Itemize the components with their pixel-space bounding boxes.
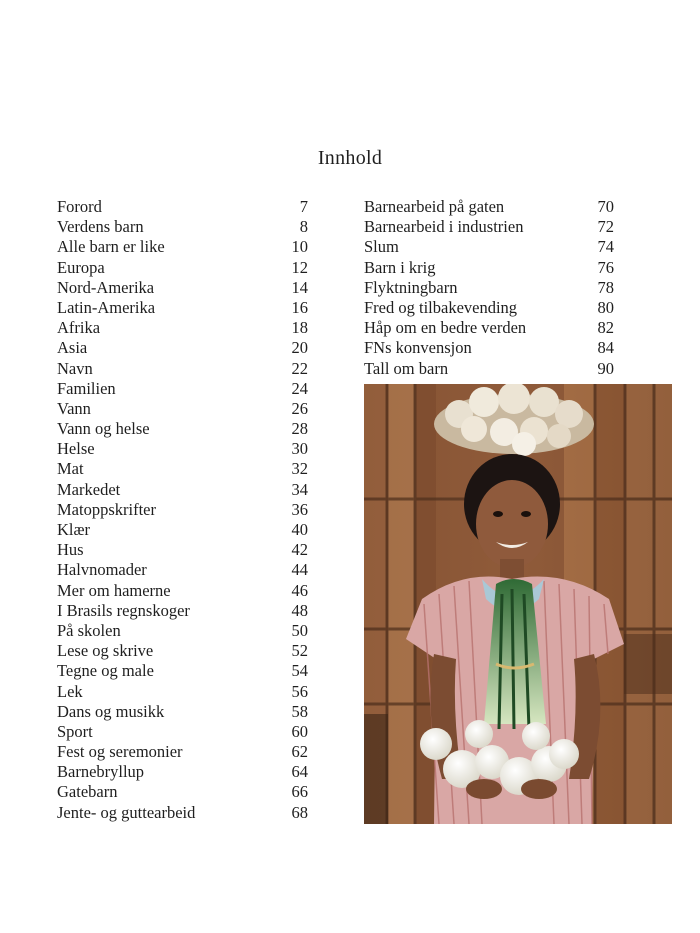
toc-entry — [57, 782, 308, 802]
toc-entry — [57, 480, 308, 500]
toc-entry-title: Vann — [57, 398, 91, 418]
toc-entry-title: Fred og tilbakevending — [364, 297, 518, 317]
toc-entry-page: 90 — [597, 358, 614, 378]
toc-entry-title: FNs konvensjon — [364, 338, 472, 358]
toc-entry-page: 18 — [291, 318, 308, 338]
toc-entry-page: 36 — [291, 499, 308, 519]
toc-entry — [57, 641, 308, 661]
toc-entry-title: På skolen — [57, 620, 121, 640]
toc-entry-title: Gatebarn — [57, 782, 118, 802]
toc-entry-title: Vann og helse — [57, 419, 150, 439]
toc-entry — [57, 318, 308, 338]
toc-entry-title: Flyktningbarn — [364, 277, 458, 297]
toc-entry-page: 44 — [291, 560, 308, 580]
toc-entry-title: Mat — [57, 459, 84, 479]
toc-entry-title: Verdens barn — [57, 217, 144, 237]
toc-entry-page: 16 — [291, 297, 308, 317]
toc-entry — [364, 359, 614, 379]
toc-entry — [57, 500, 308, 520]
toc-entry-page: 20 — [291, 338, 308, 358]
toc-entry-title: Lek — [57, 681, 83, 701]
toc-entry — [57, 419, 308, 439]
toc-entry — [364, 338, 614, 358]
toc-entry-title: Klær — [57, 520, 90, 539]
toc-entry — [57, 702, 308, 722]
toc-entry-title: I Brasils regnskoger — [57, 600, 190, 620]
toc-entry-title: Afrika — [57, 318, 101, 338]
toc-entry — [57, 217, 308, 237]
toc-entry-page: 58 — [291, 701, 308, 721]
toc-entry-page: 80 — [597, 297, 614, 317]
toc-entry — [57, 338, 308, 358]
toc-entry-page: 64 — [291, 762, 308, 782]
toc-entry — [364, 197, 614, 217]
toc-entry — [57, 359, 308, 379]
toc-entry — [57, 379, 308, 399]
toc-entry-page: 7 — [299, 197, 308, 216]
toc-right-column — [364, 197, 614, 379]
page-title: Innhold — [317, 147, 383, 169]
photo-girl-with-onions — [364, 384, 672, 824]
toc-entry-page: 56 — [291, 681, 308, 701]
toc-entry-title: Navn — [57, 358, 93, 378]
toc-entry-page: 28 — [291, 419, 308, 439]
toc-entry — [57, 581, 308, 601]
toc-entry-page: 52 — [291, 641, 308, 661]
toc-entry — [57, 661, 308, 681]
toc-entry-page: 54 — [291, 661, 308, 681]
toc-entry-page: 84 — [597, 338, 614, 358]
toc-entry-page: 62 — [291, 742, 308, 762]
toc-entry — [57, 237, 308, 257]
toc-entry — [57, 540, 308, 560]
toc-entry — [364, 278, 614, 298]
toc-entry-title: Dans og musikk — [57, 701, 165, 721]
toc-entry-title: Tegne og male — [57, 661, 154, 681]
toc-entry-page: 76 — [597, 257, 614, 277]
toc-entry-page: 68 — [291, 802, 308, 822]
toc-entry — [57, 399, 308, 419]
toc-entry-page: 66 — [291, 782, 308, 802]
toc-entry-title: Fest og seremonier — [57, 742, 183, 762]
toc-entry — [57, 258, 308, 278]
toc-entry-title: Halvnomader — [57, 560, 147, 580]
toc-entry-page: 14 — [291, 277, 308, 297]
toc-entry-page: 12 — [291, 257, 308, 277]
toc-entry-title: Barn i krig — [364, 257, 436, 277]
toc-entry-page: 10 — [291, 237, 308, 257]
toc-entry-title: Barnebryllup — [57, 762, 145, 782]
toc-entry — [57, 197, 308, 217]
toc-entry-page: 26 — [291, 398, 308, 418]
toc-entry — [364, 318, 614, 338]
toc-entry-page: 46 — [291, 580, 308, 600]
toc-entry — [57, 560, 308, 580]
toc-entry-title: Markedet — [57, 479, 121, 499]
toc-entry-title: Tall om barn — [364, 358, 449, 378]
toc-entry-title: Alle barn er like — [57, 237, 165, 257]
toc-entry-title: Lese og skrive — [57, 641, 154, 661]
toc-entry-page: 22 — [291, 358, 308, 378]
toc-entry-title: Asia — [57, 338, 88, 358]
toc-entry — [57, 762, 308, 782]
toc-entry-page: 60 — [291, 721, 308, 741]
toc-entry — [364, 237, 614, 257]
toc-entry-page: 8 — [299, 217, 308, 237]
toc-entry-title: Sport — [57, 721, 93, 741]
toc-entry — [364, 217, 614, 237]
toc-entry-page: 24 — [291, 378, 308, 398]
toc-entry — [57, 742, 308, 762]
toc-entry — [57, 520, 308, 540]
toc-entry-title: Mer om hamerne — [57, 580, 171, 600]
toc-entry — [57, 298, 308, 318]
toc-entry-page: 40 — [291, 520, 308, 539]
toc-entry — [57, 278, 308, 298]
toc-entry-page: 82 — [597, 318, 614, 338]
toc-entry-title: Europa — [57, 257, 105, 277]
toc-entry-page: 30 — [291, 439, 308, 459]
toc-entry — [57, 682, 308, 702]
toc-entry — [57, 439, 308, 459]
toc-entry — [57, 621, 308, 641]
toc-entry — [57, 459, 308, 479]
toc-entry-title: Latin-Amerika — [57, 297, 156, 317]
toc-left-column — [57, 197, 308, 823]
toc-entry-page: 74 — [597, 237, 614, 257]
toc-entry — [57, 803, 308, 823]
toc-entry-title: Forord — [57, 197, 102, 216]
toc-entry-page: 70 — [597, 197, 614, 216]
toc-entry-page: 78 — [597, 277, 614, 297]
toc-entry-page: 32 — [291, 459, 308, 479]
toc-entry-title: Matoppskrifter — [57, 499, 156, 519]
toc-entry — [364, 258, 614, 278]
toc-entry — [57, 601, 308, 621]
toc-entry-page: 72 — [597, 217, 614, 237]
toc-entry-title: Jente- og guttearbeid — [57, 802, 196, 822]
toc-entry-title: Helse — [57, 439, 95, 459]
toc-entry — [57, 722, 308, 742]
toc-entry-title: Barnearbeid i industrien — [364, 217, 524, 237]
toc-entry-title: Nord-Amerika — [57, 277, 155, 297]
toc-entry-page: 48 — [291, 600, 308, 620]
toc-entry-page: 34 — [291, 479, 308, 499]
toc-entry — [364, 298, 614, 318]
toc-entry-title: Familien — [57, 378, 116, 398]
toc-entry-title: Hus — [57, 540, 84, 560]
toc-entry-page: 50 — [291, 620, 308, 640]
toc-entry-title: Slum — [364, 237, 399, 257]
toc-entry-page: 42 — [291, 540, 308, 560]
toc-entry-title: Barnearbeid på gaten — [364, 197, 505, 216]
toc-entry-title: Håp om en bedre verden — [364, 318, 527, 338]
